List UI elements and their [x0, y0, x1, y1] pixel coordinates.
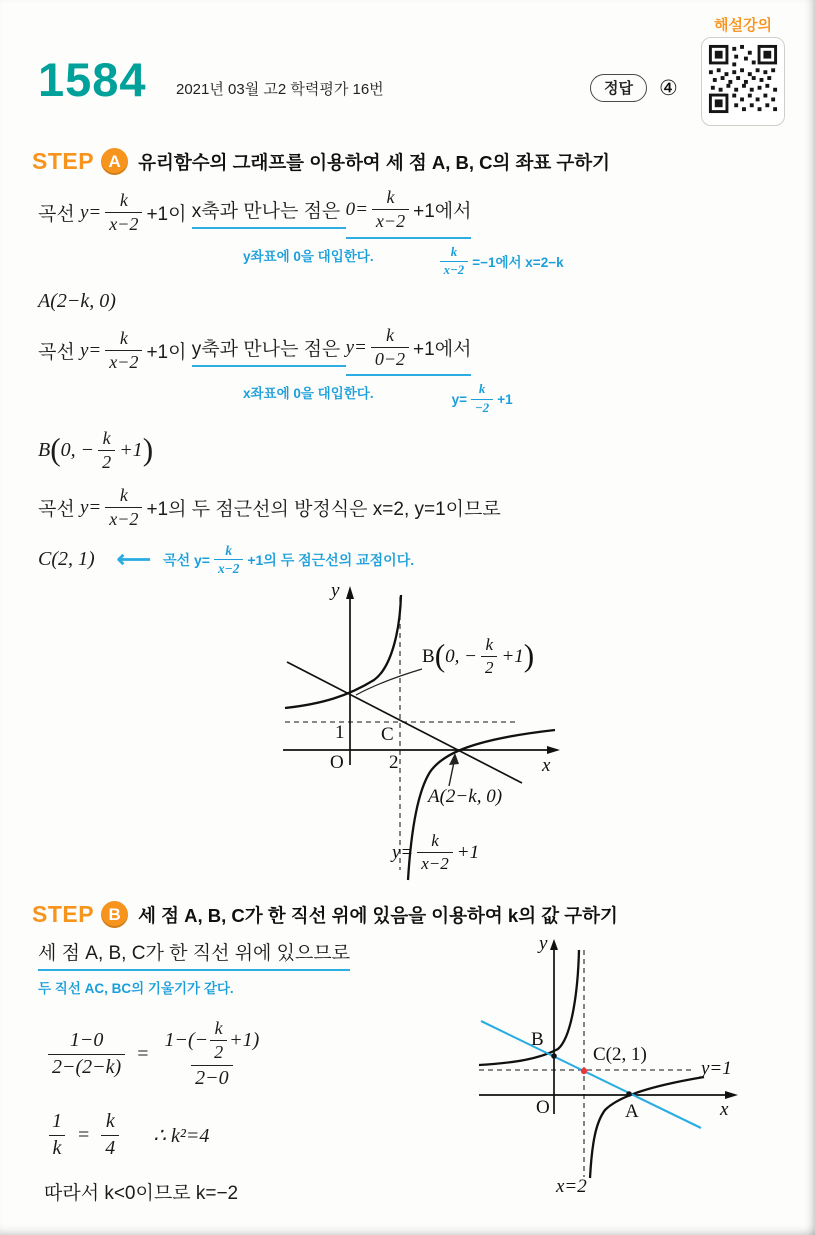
- fraction-slope-ac: $\frac{1-0}{2-(2-k)}$: [48, 1029, 125, 1079]
- fraction-1-over-k: $\frac{1}{k}$: [48, 1110, 66, 1160]
- secant-line-blue: [481, 1021, 701, 1128]
- axis-label-y: y: [331, 580, 340, 602]
- tick-label-2: 2: [389, 752, 399, 774]
- fraction-k-over-x-minus-2: $\frac{k}{x-2}$: [105, 328, 142, 374]
- x-axis-arrow-icon: [725, 1091, 738, 1099]
- asymptote-label-y1: y=1: [701, 1058, 732, 1080]
- step-b-body: [30, 933, 785, 1218]
- point-label-b: B ( 0, − $\frac{k}{2}$ +1 ): [422, 635, 535, 678]
- text-segment: 곡선: [38, 204, 80, 226]
- axis-label-x: x: [720, 1099, 729, 1121]
- fraction-k-over-x-minus-2: $\frac{k}{x-2}$: [214, 543, 243, 577]
- header: [30, 17, 785, 138]
- qr-code: [701, 37, 785, 126]
- origin-label: O: [536, 1097, 550, 1119]
- math-segment: y=: [80, 339, 102, 361]
- point-label-a: A: [625, 1101, 639, 1123]
- point-b-dot: [551, 1053, 557, 1059]
- step-a-title: 유리함수의 그래프를 이용하여 세 점 A, B, C의 좌표 구하기: [138, 152, 610, 173]
- origin-label: O: [330, 752, 344, 774]
- text-segment: 곡선: [38, 342, 80, 364]
- step-b-text-column: [30, 938, 460, 1218]
- b-label-leader-line: [356, 669, 422, 695]
- tick-label-1: 1: [335, 722, 345, 744]
- step-b-heading: [32, 901, 785, 928]
- graph-step-b-canvas: [454, 938, 784, 1218]
- fraction-k-over-2: $\frac{k}{2}$: [98, 428, 115, 474]
- big-paren-close: ): [142, 431, 154, 467]
- left-arrow-icon: ⟵: [116, 545, 152, 573]
- step-a-letter-badge: A: [101, 148, 128, 175]
- x-axis-arrow-icon: [547, 746, 560, 754]
- problem-source: 2021년 03월 고2 학력평가 16번: [176, 81, 384, 98]
- step-a-heading: [32, 148, 785, 175]
- asymptote-label-x2: x=2: [556, 1176, 587, 1198]
- slope-equation: [44, 1018, 460, 1090]
- annotation-equal-slopes: 두 직선 AC, BC의 기울기가 같다.: [38, 981, 234, 997]
- text-segment: x=2, y=1이므로: [372, 499, 501, 521]
- annotation-asymptote-intersection: 곡선 y= $\frac{k}{x-2}$ +1의 두 점근선의 교점이다.: [163, 542, 415, 577]
- solution-line-2: [38, 325, 785, 377]
- problem-number: 1584: [38, 53, 147, 106]
- annotation-row-1: [38, 245, 785, 278]
- big-paren-open: (: [50, 431, 61, 467]
- annotation-substitute-y: y좌표에 0을 대입한다.: [243, 248, 374, 264]
- fraction-k-over-x-minus-2: $\frac{k}{x-2}$: [372, 187, 409, 233]
- step-b-title: 세 점 A, B, C가 한 직선 위에 있음을 이용하여 k의 값 구하기: [138, 905, 618, 927]
- result-point-c: C(2, 1) ⟵ 곡선 y= $\frac{k}{x-2}$ +1의 두 점근선의 교점이다.: [38, 542, 415, 577]
- step-b-word: STEP: [32, 901, 95, 928]
- fraction-k-over-4: $\frac{k}{4}$: [101, 1110, 119, 1160]
- underlined-text: y축과 만나는 점은: [192, 334, 346, 367]
- point-a-dot: [626, 1091, 632, 1097]
- text-segment: +1이: [146, 342, 192, 364]
- annotation-y-value: y= $\frac{k}{-2}$ +1: [451, 382, 513, 415]
- fraction-k-over-x-minus-2: $\frac{k}{x-2}$: [105, 485, 142, 531]
- graph-step-a: [30, 580, 785, 883]
- math-segment: y=: [80, 496, 102, 518]
- point-label-c: C: [381, 724, 394, 746]
- point-label-b: B: [531, 1029, 544, 1051]
- final-answer-line: 따라서 k<0이므로 k=−2: [44, 1183, 239, 1205]
- text-segment: 곡선: [38, 499, 80, 521]
- annotation-row-2: [38, 382, 785, 415]
- solution-line-3: [38, 485, 785, 531]
- text-segment: +1의 두 점근선의 방정식은: [146, 499, 373, 521]
- result-point-a: A(2−k, 0): [38, 289, 116, 312]
- point-label-c: C(2, 1): [593, 1044, 647, 1066]
- fraction-k-over-x-minus-2: $\frac{k}{x-2}$: [440, 245, 469, 278]
- fraction-k-over-2: $\frac{k}{2}$: [481, 635, 498, 678]
- a-label-arrow-line: [449, 762, 454, 786]
- qr-block: [695, 14, 791, 126]
- equals-sign: =: [78, 1123, 90, 1146]
- answer-row: [590, 74, 678, 102]
- hyperbola-left-branch: [479, 950, 579, 1065]
- k-equation: [44, 1110, 460, 1160]
- point-label-a: A(2−k, 0): [428, 786, 503, 808]
- underlined-expression: y= $\frac{k}{0-2}$ +1에서: [346, 325, 472, 377]
- fraction-k-over-x-minus-2: $\frac{k}{x-2}$: [417, 831, 453, 874]
- step-b-letter-badge: B: [101, 901, 128, 928]
- y-axis-arrow-icon: [346, 586, 354, 599]
- axis-label-y: y: [539, 933, 548, 955]
- math-segment: y=: [80, 201, 102, 223]
- qr-label: 해설강의: [714, 17, 772, 34]
- k-squared-conclusion: ∴ k²=4: [153, 1124, 210, 1147]
- step-a-word: STEP: [32, 148, 95, 174]
- annotation-solve-x: $\frac{k}{x-2}$ =−1에서 x=2−k: [436, 245, 564, 278]
- fraction-k-over-minus-2: $\frac{k}{-2}$: [471, 382, 493, 415]
- text-segment: +1이: [146, 204, 192, 226]
- graph-step-b: [454, 933, 784, 1218]
- hyperbola-right-branch: [590, 1077, 704, 1178]
- solution-line-1: [38, 187, 785, 239]
- fraction-k-over-2: $\frac{k}{2}$: [210, 1018, 227, 1063]
- curve-equation-label: y= $\frac{k}{x-2}$ +1: [392, 831, 480, 874]
- point-c-dot: [581, 1068, 587, 1074]
- y-axis-arrow-icon: [550, 939, 558, 950]
- annotation-substitute-x: x좌표에 0을 대입한다.: [243, 386, 374, 402]
- fraction-k-over-0-minus-2: $\frac{k}{0-2}$: [371, 325, 409, 371]
- fraction-slope-bc: 1−(− $\frac{k}{2}$ +1) 2−0: [164, 1018, 260, 1089]
- answer-badge: 정답: [590, 74, 647, 102]
- qr-code-image: [707, 43, 779, 115]
- result-point-b: B ( 0, − $\frac{k}{2}$ +1 ): [38, 427, 154, 472]
- underlined-text: x축과 만나는 점은: [192, 196, 346, 229]
- answer-value: ④: [658, 76, 678, 100]
- collinear-statement: 세 점 A, B, C가 한 직선 위에 있으므로: [38, 938, 350, 971]
- fraction-k-over-x-minus-2: $\frac{k}{x-2}$: [105, 190, 142, 236]
- underlined-expression: 0= $\frac{k}{x-2}$ +1에서: [346, 187, 472, 239]
- equals-sign: =: [137, 1042, 149, 1065]
- axis-label-x: x: [542, 755, 551, 777]
